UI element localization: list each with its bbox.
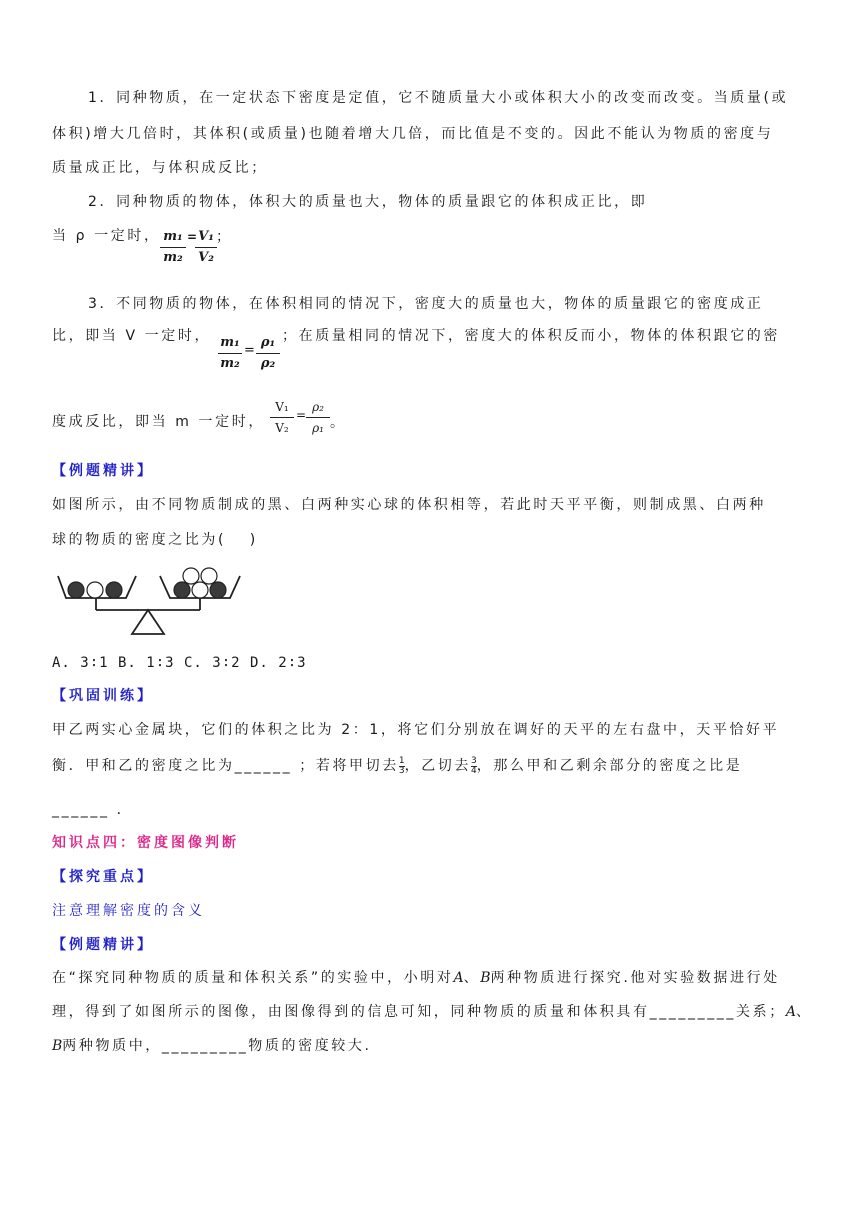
para2-line2: 当 ρ 一定时， <box>52 228 161 244</box>
black-ball <box>174 582 190 598</box>
example2-line3: B两种物质中，_________物质的密度较大. <box>52 1038 372 1054</box>
answer-options: A. 3∶1 B. 1∶3 C. 3∶2 D. 2∶3 <box>52 655 307 671</box>
knowledge-point-title: 知识点四：密度图像判断 <box>52 835 239 851</box>
black-ball <box>68 582 84 598</box>
para1-line2: 体积)增大几倍时，其体积(或质量)也随着增大几倍，而比值是不变的。因此不能认为物质的密度与 <box>52 126 774 142</box>
balance-scale-figure <box>52 562 242 642</box>
para3-line3: 度成反比，即当 m 一定时， <box>52 414 265 430</box>
white-ball <box>192 582 208 598</box>
fulcrum <box>132 610 164 634</box>
para3-line1: 3．不同物质的物体，在体积相同的情况下，密度大的质量也大，物体的质量跟它的密度成正 <box>88 296 764 312</box>
formula-V1-over-V2: V₁ V₂ <box>195 228 217 267</box>
focus-text: 注意理解密度的含义 <box>52 903 205 919</box>
focus-heading: 【探究重点】 <box>52 869 154 885</box>
training-line2: 衡．甲和乙的密度之比为______ ；若将甲切去$\frac{1}{3}$ ，乙切去$\frac{3}{4}$ ，那么甲和乙剩余部分的密度之比是 <box>52 755 743 776</box>
example-heading-2: 【例题精讲】 <box>52 937 154 953</box>
formula-m1-over-m2: m₁ m₂ <box>160 228 186 267</box>
equals-sign-c: = <box>296 408 307 422</box>
formula-rho1-over-rho2: ρ₁ ρ₂ <box>256 334 280 373</box>
para3-line2b: ；在质量相同的情况下，密度大的体积反而小，物体的体积跟它的密 <box>282 328 780 344</box>
black-ball <box>210 582 226 598</box>
fraction-one-third: $\frac{1}{3}$ <box>398 755 405 776</box>
white-ball <box>201 568 217 584</box>
training-heading: 【巩固训练】 <box>52 688 154 704</box>
period: 。 <box>330 415 344 431</box>
training-line1: 甲乙两实心金属块，它们的体积之比为 2：1，将它们分别放在调好的天平的左右盘中，天平恰好平 <box>52 722 780 738</box>
example1-line1: 如图所示，由不同物质制成的黑、白两种实心球的体积相等，若此时天平平衡，则制成黑、白两种 <box>52 497 766 513</box>
para2-line1: 2．同种物质的物体，体积大的质量也大，物体的质量跟它的体积成正比，即 <box>88 194 648 210</box>
white-ball <box>183 568 199 584</box>
formula-V1-over-V2-b: V₁ V₂ <box>270 398 294 437</box>
example2-line1: 在“探究同种物质的质量和体积关系”的实验中，小明对A、B两种物质进行探究.他对实验数据进行处 <box>52 970 780 986</box>
training-line3: ______ ． <box>52 802 134 818</box>
white-ball <box>87 582 103 598</box>
black-ball <box>106 582 122 598</box>
semicolon: ； <box>216 229 230 245</box>
para1-line3: 质量成正比，与体积成反比； <box>52 160 268 176</box>
example2-line2: 理，得到了如图所示的图像，由图像得到的信息可知，同种物质的质量和体积具有_________关系；A、 <box>52 1004 813 1020</box>
formula-rho2-over-rho1: ρ₂ ρ₁ <box>306 398 330 437</box>
example1-line2: 球的物质的密度之比为( ) <box>52 532 258 548</box>
fraction-three-quarters: $\frac{3}{4}$ <box>471 755 477 776</box>
para1-line1: 1．同种物质，在一定状态下密度是定值，它不随质量大小或体积大小的改变而改变。当质量(或 <box>88 90 789 106</box>
equals-sign-b: = <box>244 343 255 358</box>
example-heading-1: 【例题精讲】 <box>52 463 154 479</box>
formula-m1-over-m2-b: m₁ m₂ <box>218 334 242 373</box>
para3-line2a: 比，即当 V 一定时， <box>52 328 212 344</box>
equals-sign: = <box>187 230 198 244</box>
